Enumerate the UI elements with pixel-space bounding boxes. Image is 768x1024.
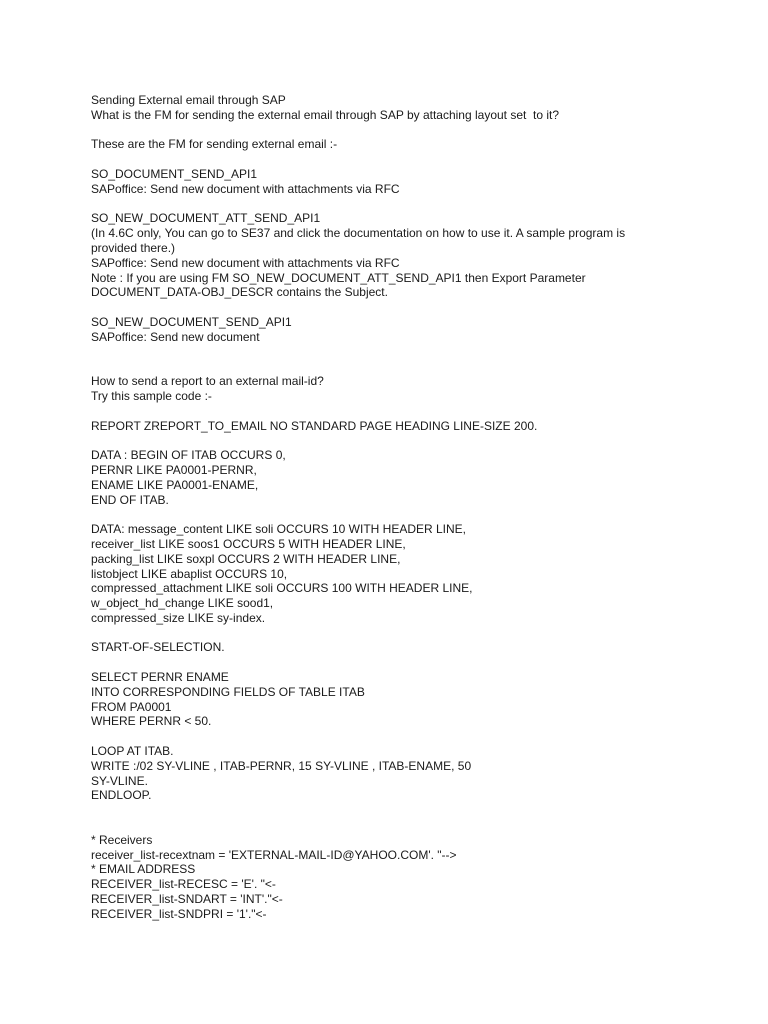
text-line: INTO CORRESPONDING FIELDS OF TABLE ITAB [91,684,365,699]
text-line: SAPoffice: Send new document [91,329,260,344]
text-line: ENAME LIKE PA0001-ENAME, [91,477,259,492]
text-line: compressed_attachment LIKE soli OCCURS 100 WITH HEADER LINE, [91,581,473,596]
text-line: compressed_size LIKE sy-index. [91,610,266,625]
text-line: DATA: message_content LIKE soli OCCURS 10 WITH HEADER LINE, [91,522,467,537]
text-line: listobject LIKE abaplist OCCURS 10, [91,566,288,581]
text-line: WHERE PERNR < 50. [91,714,212,729]
text-line: SY-VLINE. [91,773,148,788]
text-line: REPORT ZREPORT_TO_EMAIL NO STANDARD PAGE HEADING LINE-SIZE 200. [91,418,538,433]
text-line: SO_NEW_DOCUMENT_ATT_SEND_API1 [91,211,321,226]
blank-line [91,818,741,833]
text-line: packing_list LIKE soxpl OCCURS 2 WITH HEADER LINE, [91,551,401,566]
text-line: What is the FM for sending the external email through SAP by attaching layout set to it? [91,107,560,122]
text-line: START-OF-SELECTION. [91,640,225,655]
text-line: RECEIVER_list-RECESC = 'E'. "<- [91,877,276,892]
text-line: SAPoffice: Send new document with attachments via RFC [91,181,400,196]
text-line: provided there.) [91,240,176,255]
blank-line [91,152,741,167]
text-line: END OF ITAB. [91,492,169,507]
blank-line [91,197,741,212]
text-line: w_object_hd_change LIKE sood1, [91,596,274,611]
text-line: Sending External email through SAP [91,93,286,107]
document-body [91,93,741,922]
text-line: SO_DOCUMENT_SEND_API1 [91,166,258,181]
text-line: SO_NEW_DOCUMENT_SEND_API1 [91,314,292,329]
text-line: RECEIVER_list-SNDPRI = '1'."<- [91,906,267,921]
text-line: * EMAIL ADDRESS [91,862,196,877]
text-line: PERNR LIKE PA0001-PERNR, [91,462,257,477]
text-line: How to send a report to an external mail-id? [91,374,324,389]
blank-line [91,803,741,818]
text-line: FROM PA0001 [91,699,172,714]
text-line: These are the FM for sending external email :- [91,137,338,152]
text-line: LOOP AT ITAB. [91,744,174,759]
text-line: RECEIVER_list-SNDART = 'INT'."<- [91,892,283,907]
text-line: receiver_list LIKE soos1 OCCURS 5 WITH HEADER LINE, [91,536,406,551]
blank-line [91,123,741,138]
blank-line [91,626,741,641]
blank-line [91,433,741,448]
text-line: * Receivers [91,832,153,847]
text-line: SAPoffice: Send new document with attachments via RFC [91,255,400,270]
blank-line [91,507,741,522]
text-line: Try this sample code :- [91,388,212,403]
blank-line [91,300,741,315]
blank-line [91,729,741,744]
text-line: Note : If you are using FM SO_NEW_DOCUMENT_ATT_SEND_API1 then Export Parameter [91,270,586,285]
text-line: ENDLOOP. [91,788,152,803]
blank-line [91,345,741,360]
blank-line [91,359,741,374]
blank-line [91,655,741,670]
text-line: (In 4.6C only, You can go to SE37 and click the documentation on how to use it. A sample program is [91,226,626,241]
blank-line [91,404,741,419]
text-line: SELECT PERNR ENAME [91,670,229,685]
text-line: DOCUMENT_DATA-OBJ_DESCR contains the Subject. [91,285,388,300]
text-line: WRITE :/02 SY-VLINE , ITAB-PERNR, 15 SY-VLINE , ITAB-ENAME, 50 [91,758,472,773]
text-line: receiver_list-recextnam = 'EXTERNAL-MAIL-ID@YAHOO.COM'. "--> [91,847,457,862]
text-line: DATA : BEGIN OF ITAB OCCURS 0, [91,448,286,463]
